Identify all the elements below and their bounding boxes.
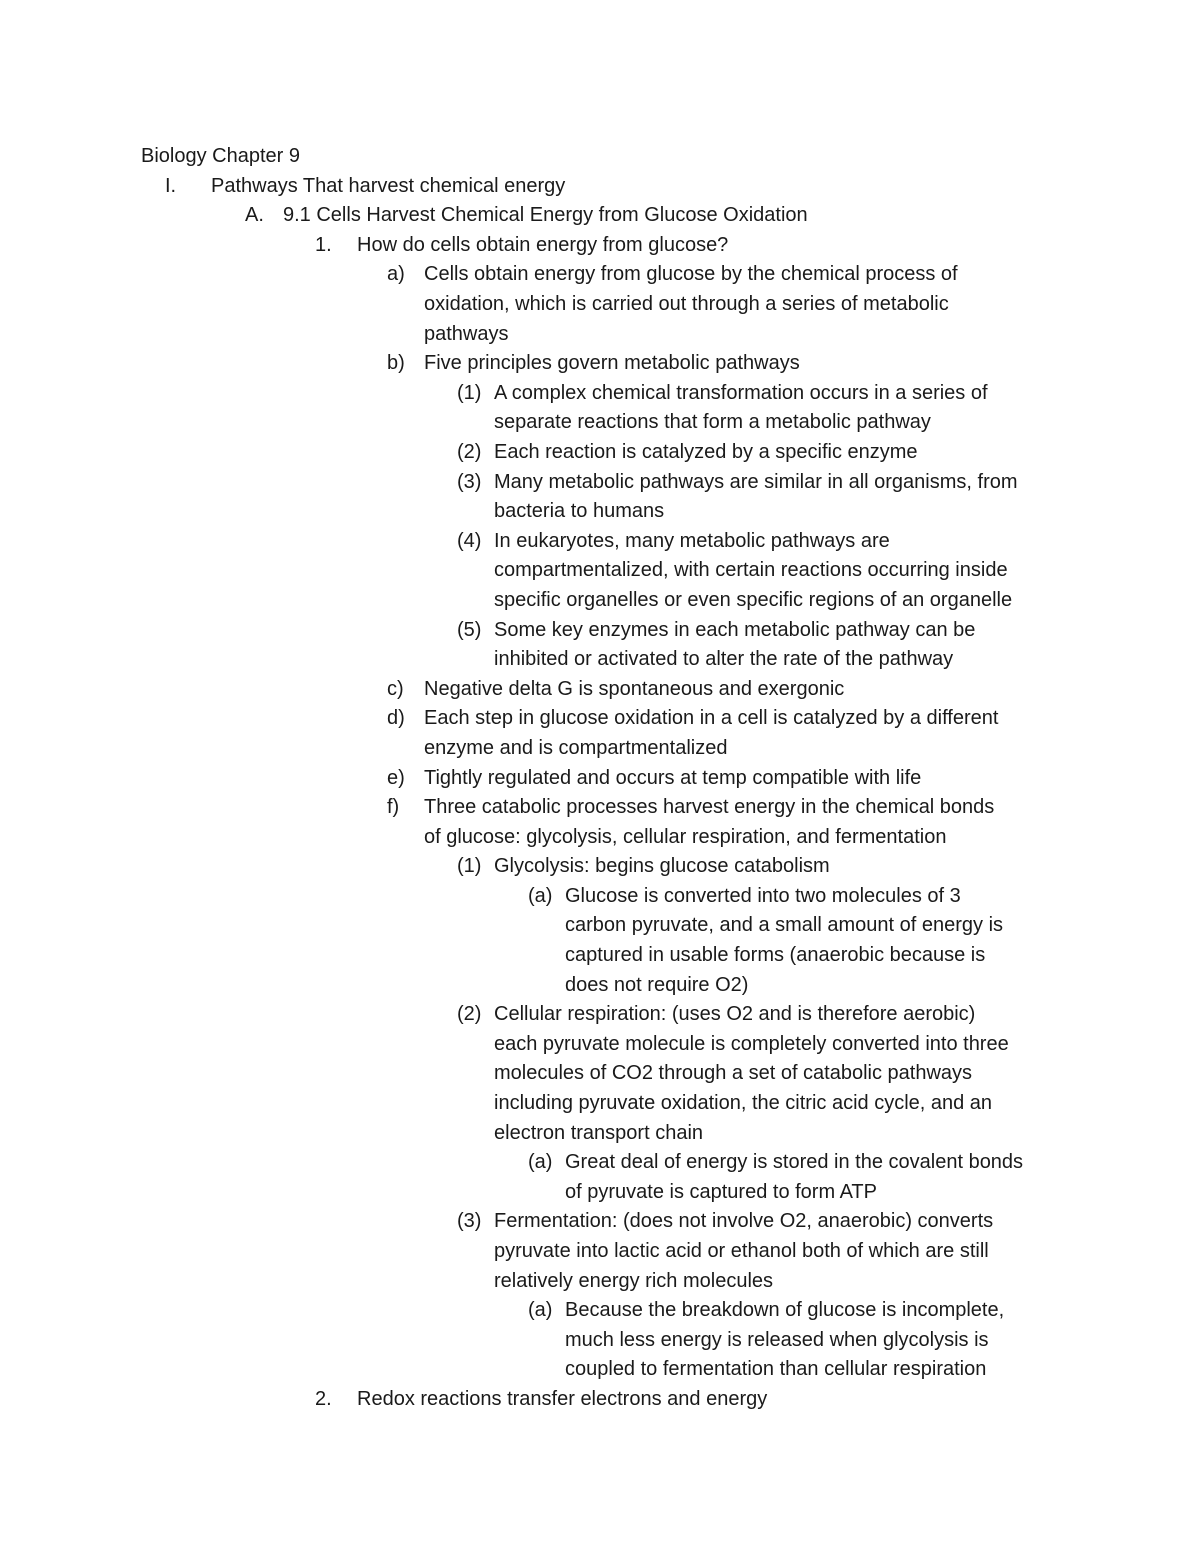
document-title: Biology Chapter 9 — [141, 145, 300, 167]
outline-item-level-4 — [0, 793, 1200, 852]
outline-text — [424, 704, 998, 763]
outline-item-level-4 — [0, 349, 1200, 379]
outline-text-line: inhibited or activated to alter the rate of the pathway — [494, 648, 954, 671]
outline-text-line: Redox reactions transfer electrons and energy — [357, 1388, 768, 1411]
outline-marker: (4) — [457, 529, 482, 552]
outline-text-line: Cells obtain energy from glucose by the chemical process of — [424, 263, 958, 286]
outline-item-level-6 — [0, 1148, 1200, 1207]
outline-marker: f) — [387, 796, 400, 819]
outline-text-line: Some key enzymes in each metabolic pathway can be — [494, 618, 976, 641]
outline-text-line: Great deal of energy is stored in the covalent bonds — [565, 1151, 1024, 1174]
outline-text-line: In eukaryotes, many metabolic pathways are — [494, 529, 890, 552]
outline-text-line: captured in usable forms (anaerobic because is — [565, 944, 986, 967]
outline-text — [494, 852, 830, 882]
outline-text-line: enzyme and is compartmentalized — [424, 736, 728, 759]
outline-item-level-2 — [0, 201, 1200, 231]
outline-text — [494, 468, 1018, 527]
outline-text — [494, 438, 918, 468]
outline-marker: e) — [387, 766, 405, 789]
outline-text-line: of pyruvate is captured to form ATP — [565, 1180, 877, 1203]
outline-text — [357, 1385, 767, 1415]
outline-marker: a) — [387, 263, 405, 286]
outline-text — [565, 882, 1003, 1000]
outline-text-line: Each reaction is catalyzed by a specific enzyme — [494, 440, 918, 463]
outline-text-line: each pyruvate molecule is completely converted into three — [494, 1032, 1009, 1055]
outline-item-level-6 — [0, 1296, 1200, 1385]
outline-item-level-5 — [0, 527, 1200, 616]
outline-marker: 1. — [315, 233, 332, 256]
outline-item-level-1 — [0, 172, 1200, 202]
outline-marker: (1) — [457, 855, 482, 878]
outline-text — [494, 616, 975, 675]
outline-item-level-5 — [0, 468, 1200, 527]
outline-marker: (2) — [457, 440, 482, 463]
outline-text-line: Each step in glucose oxidation in a cell is catalyzed by a different — [424, 707, 999, 730]
outline-marker: (a) — [528, 1151, 553, 1174]
outline-text — [357, 231, 728, 261]
outline-text-line: How do cells obtain energy from glucose? — [357, 233, 729, 256]
outline-text-line: does not require O2) — [565, 973, 749, 996]
outline-item-level-5 — [0, 1207, 1200, 1296]
outline-text-line: including pyruvate oxidation, the citric acid cycle, and an — [494, 1092, 993, 1115]
outline-text — [211, 172, 565, 202]
outline-item-level-6 — [0, 882, 1200, 1000]
outline-item-level-5 — [0, 852, 1200, 882]
outline-text-line: Glucose is converted into two molecules of 3 — [565, 884, 961, 907]
outline-marker: (3) — [457, 1210, 482, 1233]
outline-text-line: electron transport chain — [494, 1121, 704, 1144]
outline-text — [494, 1207, 993, 1296]
outline-text-line: specific organelles or even specific regions of an organelle — [494, 588, 1013, 611]
outline-item-level-5 — [0, 438, 1200, 468]
outline-list — [0, 172, 1200, 1415]
outline-text-line: of glucose: glycolysis, cellular respiration, and fermentation — [424, 825, 947, 848]
outline-marker: b) — [387, 352, 405, 375]
outline-text — [424, 349, 800, 379]
outline-text-line: molecules of CO2 through a set of catabolic pathways — [494, 1062, 973, 1085]
outline-marker: (a) — [528, 884, 553, 907]
outline-marker: (a) — [528, 1299, 553, 1322]
outline-text-line: Glycolysis: begins glucose catabolism — [494, 855, 830, 878]
outline-item-level-4 — [0, 260, 1200, 349]
outline-text — [424, 793, 994, 852]
outline-item-level-3 — [0, 1385, 1200, 1415]
outline-text-line: carbon pyruvate, and a small amount of energy is — [565, 914, 1004, 937]
outline-text-line: A complex chemical transformation occurs in a series of — [494, 381, 988, 404]
outline-text-line: relatively energy rich molecules — [494, 1269, 774, 1292]
outline-marker: A. — [245, 204, 264, 227]
outline-text-line: pyruvate into lactic acid or ethanol both of which are still — [494, 1240, 989, 1263]
outline-text — [565, 1148, 1023, 1207]
outline-marker: I. — [165, 174, 177, 197]
outline-text-line: Many metabolic pathways are similar in all organisms, from — [494, 470, 1018, 493]
outline-text — [283, 201, 808, 231]
outline-text — [424, 764, 921, 794]
outline-marker: d) — [387, 707, 405, 730]
outline-marker: (1) — [457, 381, 482, 404]
outline-text-line: oxidation, which is carried out through a series of metabolic — [424, 292, 949, 315]
outline-text — [424, 260, 958, 349]
outline-text-line: Three catabolic processes harvest energy in the chemical bonds — [424, 796, 995, 819]
outline-text — [565, 1296, 1004, 1385]
outline-item-level-4 — [0, 675, 1200, 705]
outline-item-level-4 — [0, 764, 1200, 794]
outline-text — [494, 379, 988, 438]
outline-marker: c) — [387, 677, 404, 700]
outline-text-line: Fermentation: (does not involve O2, anaerobic) converts — [494, 1210, 994, 1233]
outline-text-line: Pathways That harvest chemical energy — [211, 174, 566, 197]
outline-item-level-3 — [0, 231, 1200, 261]
outline-item-level-5 — [0, 379, 1200, 438]
outline-text — [494, 1000, 1009, 1148]
outline-text-line: bacteria to humans — [494, 500, 665, 523]
outline-text-line: Cellular respiration: (uses O2 and is therefore aerobic) — [494, 1003, 976, 1026]
outline-marker: (2) — [457, 1003, 482, 1026]
outline-text-line: coupled to fermentation than cellular respiration — [565, 1358, 987, 1381]
outline-text — [494, 527, 1012, 616]
outline-text-line: Five principles govern metabolic pathways — [424, 352, 800, 375]
outline-item-level-5 — [0, 1000, 1200, 1148]
outline-marker: (3) — [457, 470, 482, 493]
outline-text-line: much less energy is released when glycolysis is — [565, 1328, 989, 1351]
outline-text-line: 9.1 Cells Harvest Chemical Energy from Glucose Oxidation — [283, 204, 808, 227]
outline-text-line: compartmentalized, with certain reactions occurring inside — [494, 559, 1008, 582]
outline-text-line: separate reactions that form a metabolic pathway — [494, 411, 931, 434]
outline-text-line: Because the breakdown of glucose is incomplete, — [565, 1299, 1005, 1322]
outline-text — [424, 675, 844, 705]
outline-item-level-5 — [0, 616, 1200, 675]
outline-text-line: Negative delta G is spontaneous and exergonic — [424, 677, 845, 700]
outline-item-level-4 — [0, 704, 1200, 763]
outline-marker: (5) — [457, 618, 482, 641]
outline-marker: 2. — [315, 1388, 332, 1411]
outline-text-line: Tightly regulated and occurs at temp compatible with life — [424, 766, 922, 789]
outline-text-line: pathways — [424, 322, 509, 345]
